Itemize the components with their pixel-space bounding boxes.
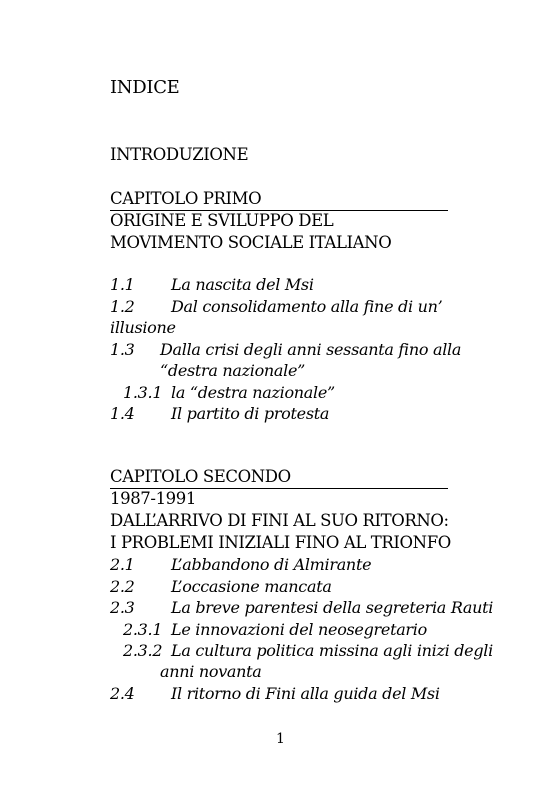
toc-entry-number: 1.1 [110,275,135,294]
chapter1-title-line2: MOVIMENTO SOCIALE ITALIANO [110,233,392,252]
page-number: 1 [276,731,285,747]
chapter2-label: CAPITOLO SECONDO [110,467,291,486]
toc-entry-title: L’occasione mancata [171,577,332,596]
toc-entry-number: 2.4 [110,684,135,703]
toc-entry-number: 2.3.2 [123,641,163,660]
toc-entry-number: 2.3 [110,598,135,617]
toc-entry-continuation: “destra nazionale” [160,361,306,380]
toc-entry-continuation: anni novanta [160,662,262,681]
toc-entry-number: 1.3.1 [123,383,163,402]
chapter2-years: 1987-1991 [110,489,196,508]
toc-entry-title: La nascita del Msi [171,275,314,294]
chapter1-title-line1: ORIGINE E SVILUPPO DEL [110,211,334,230]
toc-entry-title: Il partito di protesta [171,404,330,423]
toc-entry-title: la “destra nazionale” [171,383,335,402]
introduction-heading: INTRODUZIONE [110,145,249,164]
toc-entry-number: 1.2 [110,297,135,316]
toc-entry-title: Le innovazioni del neosegretario [171,620,427,639]
chapter2-title-line1: DALL’ARRIVO DI FINI AL SUO RITORNO: [110,511,449,530]
toc-entry-number: 1.4 [110,404,135,423]
toc-entry-title: La cultura politica missina agli inizi degli [171,641,493,660]
toc-entry-title: La breve parentesi della segreteria Rauti [171,598,494,617]
toc-entry-number: 2.3.1 [123,620,163,639]
toc-entry-title: Il ritorno di Fini alla guida del Msi [171,684,440,703]
toc-entry-number: 1.3 [110,340,135,359]
toc-entry-title: Dal consolidamento alla fine di un’ [171,297,443,316]
toc-entry-number: 2.1 [110,555,135,574]
chapter2-title-line2: I PROBLEMI INIZIALI FINO AL TRIONFO [110,533,451,552]
toc-entry-number: 2.2 [110,577,135,596]
toc-entry-continuation: illusione [110,318,176,337]
index-heading: INDICE [110,77,180,98]
chapter1-label: CAPITOLO PRIMO [110,189,262,208]
toc-entry-title: Dalla crisi degli anni sessanta fino alla [160,340,462,359]
toc-entry-title: L’abbandono di Almirante [171,555,372,574]
